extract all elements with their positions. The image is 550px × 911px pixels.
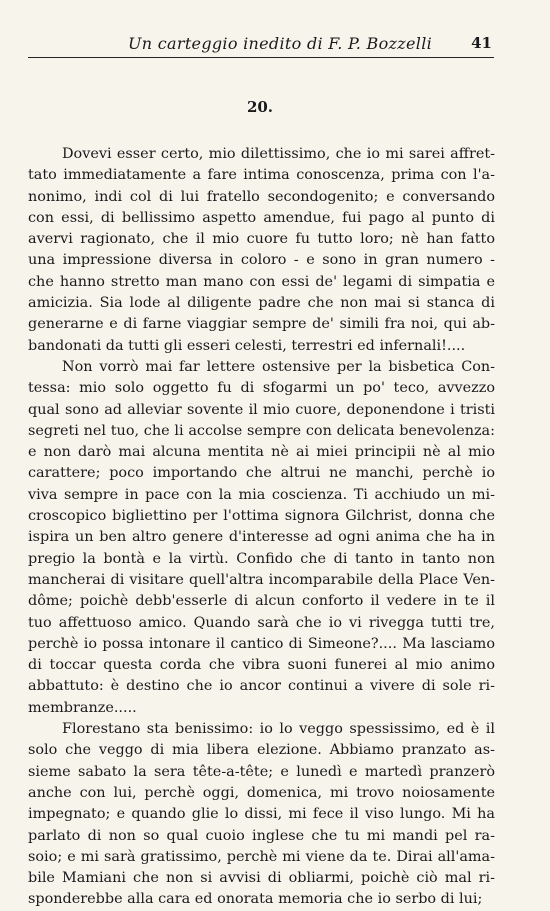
text-line: anche con lui, perchè oggi, domenica, mi trovo noiosamente (28, 784, 495, 801)
text-line: bile Mamiani che non si avvisi di obliarmi, poichè ciò mal ri- (28, 870, 495, 887)
running-head (28, 34, 492, 56)
text-line: sieme sabato la sera tête-a-tête; e lunedì e martedì pranzerò (28, 763, 495, 780)
text-line: nonimo, indi col di lui fratello secondogenito; e conversando (28, 188, 495, 205)
text-line: amicizia. Sia lode al diligente padre che non mai si stanca di (28, 295, 495, 312)
page-number: 41 (471, 34, 492, 52)
text-line: tato immediatamente a fare intima conoscenza, prima con l'a- (28, 167, 495, 184)
text-line: croscopico bigliettino per l'ottima signora Gilchrist, donna che (28, 508, 495, 525)
running-title: Un carteggio inedito di F. P. Bozzelli (128, 34, 433, 53)
text-line: viva sempre in pace con la mia coscienza. Ti acchiudo un mi- (28, 486, 495, 503)
paragraph (28, 719, 495, 911)
text-line: tuo affettuoso amico. Quando sarà che io vi rivegga tutti tre, (28, 614, 495, 631)
paragraph (28, 144, 495, 357)
text-line: abbattuto: è destino che io ancor continui a vivere di sole ri- (28, 678, 495, 695)
text-line: membranze..... (28, 699, 137, 716)
text-line: avervi ragionato, che il mio cuore fu tutto loro; nè han fatto (28, 231, 495, 248)
text-line: e non darò mai alcuna mentita nè ai miei principii nè al mio (28, 444, 495, 461)
text-line: impegnato; e quando glie lo dissi, mi fece il viso lungo. Mi ha (28, 806, 495, 823)
text-line: pregio la bontà e la virtù. Confido che di tanto in tanto non (28, 550, 495, 567)
text-line: carattere; poco importando che altrui ne manchi, perchè io (28, 465, 495, 482)
paragraph (28, 357, 495, 719)
text-line: Non vorrò mai far lettere ostensive per la bisbetica Con- (62, 358, 495, 375)
text-line: Dovevi esser certo, mio dilettissimo, che io mi sarei affret- (62, 146, 495, 162)
letter-body (28, 144, 495, 911)
text-line: solo che veggo di mia libera elezione. Abbiamo pranzato as- (28, 742, 495, 759)
text-line: generarne e di farne viaggiar sempre de' simili fra noi, qui ab- (28, 316, 495, 333)
header-rule (28, 57, 494, 58)
letter-number: 20. (246, 98, 274, 116)
text-line: ispira un ben altro genere d'interesse ad ogni anima che ha in (28, 529, 495, 546)
text-line: qual sono ad alleviar sovente il mio cuore, deponendone i tristi (28, 401, 495, 418)
text-line: tessa: mio solo oggetto fu di sfogarmi un po' teco, avvezzo (28, 380, 495, 397)
text-line: mancherai di visitare quell'altra incomparabile della Place Ven- (28, 571, 495, 588)
text-line: perchè io possa intonare il cantico di Simeone?.... Ma lasciamo (28, 635, 495, 652)
text-line: sponderebbe alla cara ed onorata memoria che io serbo di lui; (28, 891, 483, 908)
text-line: Florestano sta benissimo: io lo veggo spessissimo, ed è il (62, 721, 495, 738)
text-line: dôme; poichè debb'esserle di alcun conforto il vedere in te il (28, 593, 495, 610)
text-line: di toccar questa corda che vibra suoni funerei al mio animo (28, 657, 495, 674)
text-line: parlato di non so qual cuoio inglese che tu mi mandi pel ra- (28, 827, 495, 844)
text-line: segreti nel tuo, che li accolse sempre con delicata benevolenza: (28, 422, 495, 439)
text-line: bandonati da tutti gli esseri celesti, terrestri ed infernali!.... (28, 337, 466, 354)
text-line: con essi, di bellissimo aspetto amendue, fui pago al punto di (28, 209, 495, 226)
text-line: una impressione diversa in coloro - e sono in gran numero - (28, 252, 495, 269)
text-line: che hanno stretto man mano con essi de' legami di simpatia e (28, 273, 495, 290)
text-line: soio; e mi sarà gratissimo, perchè mi viene da te. Dirai all'ama- (28, 848, 495, 865)
